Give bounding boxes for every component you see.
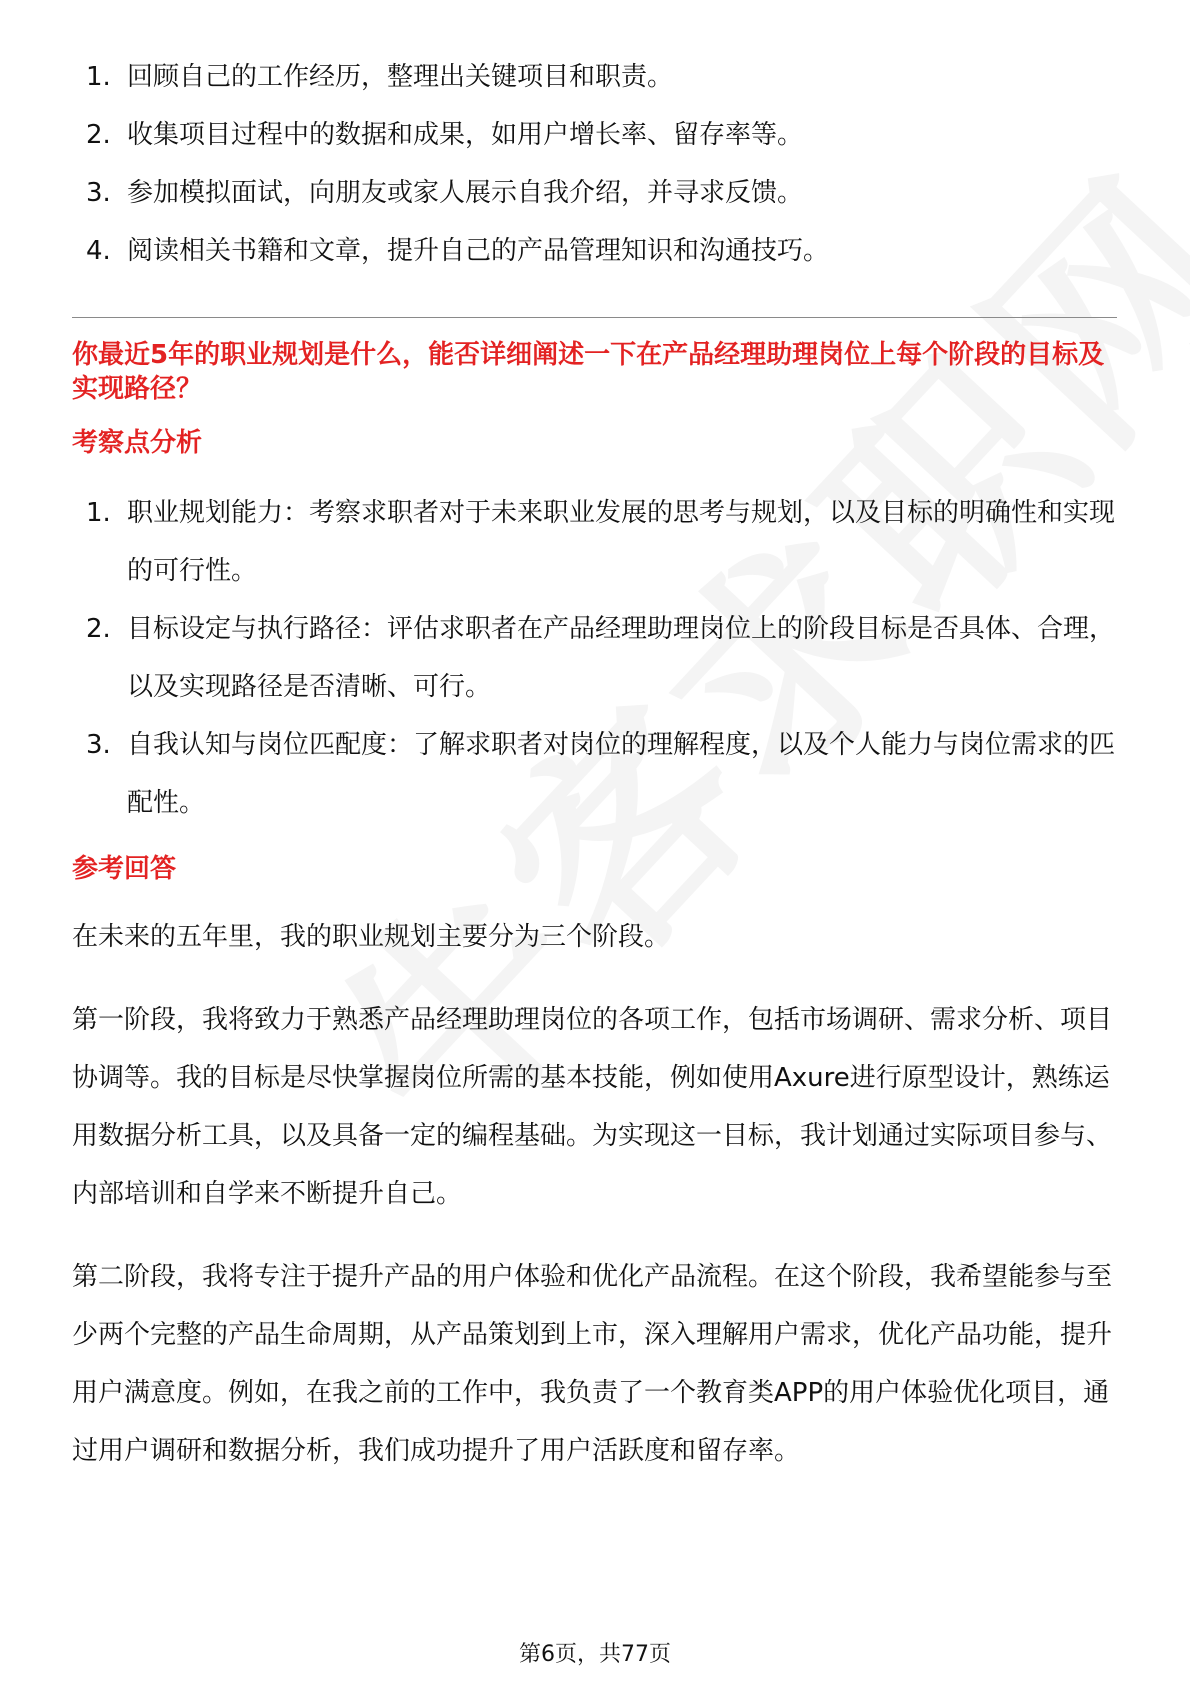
answer-paragraph: 第二阶段，我将专注于提升产品的用户体验和优化产品流程。在这个阶段，我希望能参与至少两个完整的产品生命周期，从产品策划到上市，深入理解用户需求，优化产品功能，提升用户满意度。例如，在我之前的工作中，我负责了一个教育类APP的用户体验优化项目，通过用户调研和数据分析，我们成功提升了用户活跃度和留存率。 <box>72 1262 1113 1466</box>
list-item <box>72 600 1117 716</box>
list-item-text: 阅读相关书籍和文章，提升自己的产品管理知识和沟通技巧。 <box>127 236 830 266</box>
page-footer: 第6页，共77页 <box>519 1642 671 1667</box>
document-page <box>72 48 1117 1480</box>
list-item <box>72 716 1117 832</box>
analysis-list <box>72 484 1117 832</box>
analysis-title: 考察点分析 <box>72 428 203 458</box>
list-item <box>72 222 1117 280</box>
list-item-text: 收集项目过程中的数据和成果，如用户增长率、留存率等。 <box>127 120 804 150</box>
list-item-text: 职业规划能力：考察求职者对于未来职业发展的思考与规划，以及目标的明确性和实现的可行性。 <box>127 498 1116 586</box>
list-item-text: 回顾自己的工作经历，整理出关键项目和职责。 <box>127 62 674 92</box>
list-number: 4. <box>86 236 111 266</box>
list-number: 1. <box>86 498 111 528</box>
list-item <box>72 164 1117 222</box>
list-item <box>72 106 1117 164</box>
list-number: 3. <box>86 178 111 208</box>
list-number: 1. <box>86 62 111 92</box>
list-number: 3. <box>86 730 111 760</box>
top-list <box>72 48 1117 280</box>
answer-paragraph: 在未来的五年里，我的职业规划主要分为三个阶段。 <box>72 922 671 952</box>
list-item-text: 目标设定与执行路径：评估求职者在产品经理助理岗位上的阶段目标是否具体、合理，以及实现路径是否清晰、可行。 <box>127 614 1116 702</box>
list-number: 2. <box>86 120 111 150</box>
list-number: 2. <box>86 614 111 644</box>
answer-title: 参考回答 <box>72 854 177 884</box>
list-item-text: 参加模拟面试，向朋友或家人展示自我介绍，并寻求反馈。 <box>127 178 804 208</box>
list-item <box>72 48 1117 106</box>
section-divider <box>72 317 1117 318</box>
answer-paragraph: 第一阶段，我将致力于熟悉产品经理助理岗位的各项工作，包括市场调研、需求分析、项目协调等。我的目标是尽快掌握岗位所需的基本技能，例如使用Axure进行原型设计，熟练运用数据分析工具，以及具备一定的编程基础。为实现这一目标，我计划通过实际项目参与、内部培训和自学来不断提升自己。 <box>72 1005 1113 1209</box>
list-item <box>72 484 1117 600</box>
list-item-text: 自我认知与岗位匹配度：了解求职者对岗位的理解程度，以及个人能力与岗位需求的匹配性。 <box>127 730 1116 818</box>
question-heading: 你最近5年的职业规划是什么，能否详细阐述一下在产品经理助理岗位上每个阶段的目标及实现路径？ <box>72 340 1105 404</box>
